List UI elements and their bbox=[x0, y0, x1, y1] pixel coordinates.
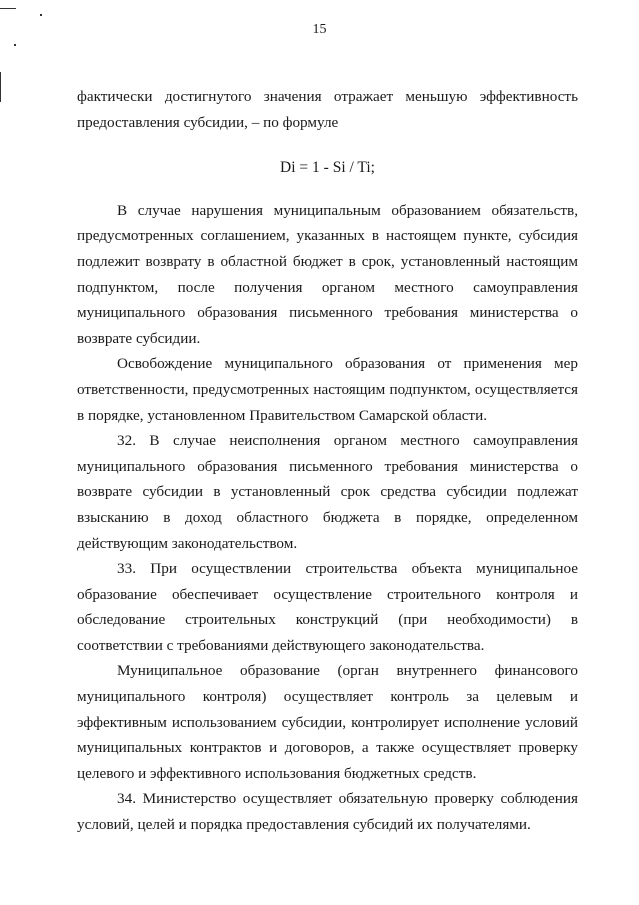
document-body bbox=[77, 84, 578, 838]
paragraph-item-33: 33. При осуществлении строительства объекта муниципальное образование обеспечивает осуществление строительного контроля и обследование строительных конструкций (при необходимости) в соответствии с требованиями действующего законодательства. bbox=[77, 560, 578, 654]
paragraph-violation-return: В случае нарушения муниципальным образованием обязательств, предусмотренных соглашением, указанных в настоящем пункте, субсидия подлежит возврату в областной бюджет в срок, установленный настоящим подпунктом, после получения органом местного самоуправления муниципального образования письменного требования министерства о возврате субсидии. bbox=[77, 201, 578, 347]
scan-artifact bbox=[0, 72, 1, 102]
paragraph-exemption: Освобождение муниципального образования от применения мер ответственности, предусмотренных настоящим подпунктом, осуществляется в порядке, установленном Правительством Самарской области. bbox=[77, 355, 578, 424]
paragraph-municipal-control: Муниципальное образование (орган внутреннего финансового муниципального контроля) осуществляет контроль за целевым и эффективным использованием субсидии, контролирует исполнение условий муниципальных контрактов и договоров, а также осуществляет проверку целевого и эффективного использования бюджетных средств. bbox=[77, 662, 578, 782]
paragraph-item-32: 32. В случае неисполнения органом местного самоуправления муниципального образования письменного требования министерства о возврате субсидии в установленный срок средства субсидии подлежат взысканию в доход областного бюджета в порядке, определенном действующим законодательством. bbox=[77, 432, 578, 552]
scan-artifact bbox=[40, 14, 42, 16]
scan-artifact bbox=[14, 44, 16, 46]
paragraph-continuation: фактически достигнутого значения отражает меньшую эффективность предоставления субсидии, – по формуле bbox=[77, 88, 578, 131]
paragraph-item-34: 34. Министерство осуществляет обязательную проверку соблюдения условий, целей и порядка предоставления субсидий их получателями. bbox=[77, 790, 578, 834]
page-number: 15 bbox=[312, 22, 327, 37]
formula: Di = 1 - Si / Ti; bbox=[280, 159, 375, 177]
scan-artifact bbox=[0, 8, 16, 9]
